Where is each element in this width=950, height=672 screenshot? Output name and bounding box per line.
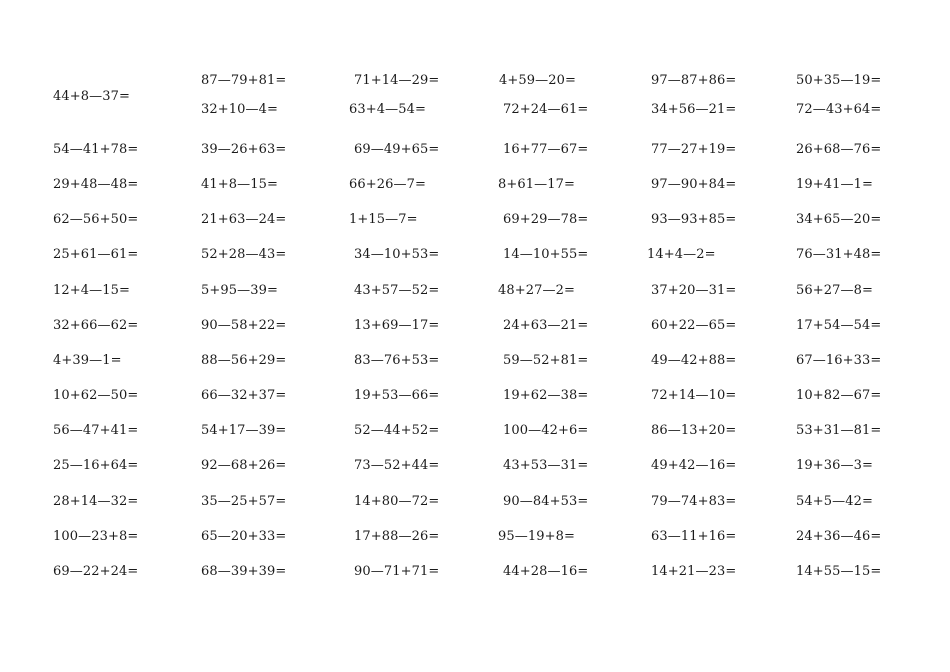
math-problem: 32+66—62= bbox=[53, 318, 139, 333]
math-problem: 16+77—67= bbox=[503, 142, 589, 157]
math-problem: 69—49+65= bbox=[354, 142, 440, 157]
math-problem: 69+29—78= bbox=[503, 212, 589, 227]
math-problem: 19+53—66= bbox=[354, 388, 440, 403]
math-problem: 79—74+83= bbox=[651, 494, 737, 509]
math-problem: 14+21—23= bbox=[651, 564, 737, 579]
math-problem: 54—41+78= bbox=[53, 142, 139, 157]
math-problem: 66—32+37= bbox=[201, 388, 287, 403]
math-problem: 95—19+8= bbox=[498, 529, 575, 544]
math-problem: 34+56—21= bbox=[651, 102, 737, 117]
math-problem: 44+8—37= bbox=[53, 89, 130, 104]
math-problem: 52—44+52= bbox=[354, 423, 440, 438]
math-problem: 29+48—48= bbox=[53, 177, 139, 192]
math-problem: 41+8—15= bbox=[201, 177, 278, 192]
math-problem: 67—16+33= bbox=[796, 353, 882, 368]
math-problem: 28+14—32= bbox=[53, 494, 139, 509]
math-problem: 77—27+19= bbox=[651, 142, 737, 157]
math-problem: 17+54—54= bbox=[796, 318, 882, 333]
math-problem: 5+95—39= bbox=[201, 283, 278, 298]
math-problem: 53+31—81= bbox=[796, 423, 882, 438]
math-problem: 100—23+8= bbox=[53, 529, 139, 544]
math-problem: 19+36—3= bbox=[796, 458, 873, 473]
math-problem: 72+14—10= bbox=[651, 388, 737, 403]
math-problem: 25—16+64= bbox=[53, 458, 139, 473]
math-problem: 1+15—7= bbox=[349, 212, 418, 227]
math-problem: 50+35—19= bbox=[796, 73, 882, 88]
math-problem: 43+53—31= bbox=[503, 458, 589, 473]
math-problem: 17+88—26= bbox=[354, 529, 440, 544]
math-problem: 72—43+64= bbox=[796, 102, 882, 117]
math-problem: 76—31+48= bbox=[796, 247, 882, 262]
math-problem: 34—10+53= bbox=[354, 247, 440, 262]
math-problem: 93—93+85= bbox=[651, 212, 737, 227]
math-problem: 59—52+81= bbox=[503, 353, 589, 368]
math-problem: 83—76+53= bbox=[354, 353, 440, 368]
math-problem: 97—90+84= bbox=[651, 177, 737, 192]
math-problem: 54+17—39= bbox=[201, 423, 287, 438]
math-problem: 68—39+39= bbox=[201, 564, 287, 579]
math-problem: 24+63—21= bbox=[503, 318, 589, 333]
math-problem: 49+42—16= bbox=[651, 458, 737, 473]
math-problem: 19+41—1= bbox=[796, 177, 873, 192]
math-problem: 90—58+22= bbox=[201, 318, 287, 333]
math-problem: 43+57—52= bbox=[354, 283, 440, 298]
math-problem: 21+63—24= bbox=[201, 212, 287, 227]
math-problem: 14+4—2= bbox=[647, 247, 716, 262]
math-problem: 97—87+86= bbox=[651, 73, 737, 88]
math-problem: 49—42+88= bbox=[651, 353, 737, 368]
math-problem: 100—42+6= bbox=[503, 423, 589, 438]
math-problem: 48+27—2= bbox=[498, 283, 575, 298]
math-problem: 92—68+26= bbox=[201, 458, 287, 473]
math-problem: 25+61—61= bbox=[53, 247, 139, 262]
math-problem: 86—13+20= bbox=[651, 423, 737, 438]
math-problem: 90—84+53= bbox=[503, 494, 589, 509]
math-problem: 12+4—15= bbox=[53, 283, 130, 298]
math-problem: 4+59—20= bbox=[499, 73, 576, 88]
math-problem: 63+4—54= bbox=[349, 102, 426, 117]
math-problem: 19+62—38= bbox=[503, 388, 589, 403]
math-problem: 32+10—4= bbox=[201, 102, 278, 117]
math-problem: 8+61—17= bbox=[498, 177, 575, 192]
math-problem: 10+62—50= bbox=[53, 388, 139, 403]
math-problem: 54+5—42= bbox=[796, 494, 873, 509]
math-problem: 73—52+44= bbox=[354, 458, 440, 473]
math-problem: 4+39—1= bbox=[53, 353, 122, 368]
math-problem: 90—71+71= bbox=[354, 564, 440, 579]
math-problem: 52+28—43= bbox=[201, 247, 287, 262]
math-problem: 56—47+41= bbox=[53, 423, 139, 438]
math-problem: 87—79+81= bbox=[201, 73, 287, 88]
math-problem: 65—20+33= bbox=[201, 529, 287, 544]
math-problem: 14+80—72= bbox=[354, 494, 440, 509]
math-problem: 62—56+50= bbox=[53, 212, 139, 227]
math-problem: 69—22+24= bbox=[53, 564, 139, 579]
math-problem: 24+36—46= bbox=[796, 529, 882, 544]
math-problem: 34+65—20= bbox=[796, 212, 882, 227]
math-problem: 14—10+55= bbox=[503, 247, 589, 262]
math-problem: 39—26+63= bbox=[201, 142, 287, 157]
math-problem: 63—11+16= bbox=[651, 529, 737, 544]
math-problem: 56+27—8= bbox=[796, 283, 873, 298]
math-problem: 37+20—31= bbox=[651, 283, 737, 298]
math-problem: 88—56+29= bbox=[201, 353, 287, 368]
math-problem: 71+14—29= bbox=[354, 73, 440, 88]
math-problem: 44+28—16= bbox=[503, 564, 589, 579]
math-problem: 60+22—65= bbox=[651, 318, 737, 333]
math-problem: 72+24—61= bbox=[503, 102, 589, 117]
math-problem: 10+82—67= bbox=[796, 388, 882, 403]
math-problem: 14+55—15= bbox=[796, 564, 882, 579]
math-problem: 13+69—17= bbox=[354, 318, 440, 333]
math-problem: 26+68—76= bbox=[796, 142, 882, 157]
math-problem: 66+26—7= bbox=[349, 177, 426, 192]
math-problem: 35—25+57= bbox=[201, 494, 287, 509]
